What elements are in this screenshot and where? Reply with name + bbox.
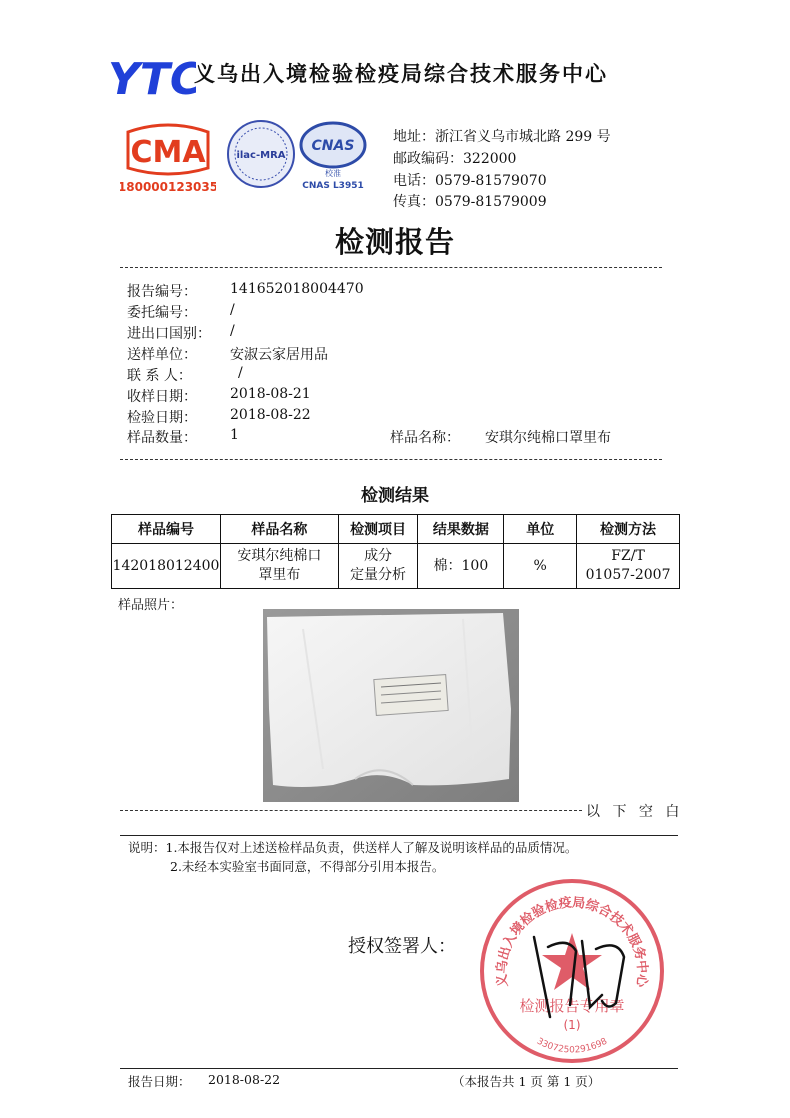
col-header-test-item: 检测项目	[338, 515, 418, 544]
ilac-mra-logo	[226, 117, 296, 191]
ytc-logo	[104, 50, 196, 102]
divider-dashed-top	[120, 267, 662, 268]
note-line-1: 说明：1.本报告仅对上述送检样品负责，供送样人了解及说明该样品的品质情况。	[128, 840, 578, 855]
divider-solid	[120, 835, 678, 836]
cma-logo-text: CMA	[130, 135, 206, 170]
test-date-label: 检验日期：	[127, 410, 197, 426]
org-title: 义乌出入境检验检疫局综合技术服务中心	[194, 62, 608, 86]
contact-fax: 传真：0579-81579009	[393, 194, 547, 210]
col-header-result: 结果数据	[418, 515, 504, 544]
divider-dashed-end	[120, 810, 582, 811]
cell-sample-name	[220, 544, 338, 589]
receive-date-value: 2018-08-21	[230, 386, 311, 402]
test-date-value: 2018-08-22	[230, 407, 311, 423]
cell-method-line2: 01057-2007	[585, 567, 671, 583]
results-table	[111, 514, 680, 589]
photo-label: 样品照片：	[118, 598, 184, 613]
cell-method-line1: FZ/T	[611, 548, 645, 564]
signature-label: 授权签署人：	[348, 936, 456, 957]
cell-sample-name-line2: 罩里布	[258, 567, 301, 583]
cell-result: 棉：100	[418, 544, 504, 589]
cnas-text: CNAS	[311, 138, 355, 154]
stamp-number: (1)	[563, 1018, 581, 1032]
contact-person-value: /	[238, 365, 243, 381]
footer-divider	[120, 1068, 678, 1069]
cell-sample-name-line1: 安琪尔纯棉口	[237, 548, 322, 564]
end-of-content-text: 以 下 空 白	[586, 804, 684, 820]
cell-test-item	[338, 544, 418, 589]
cnas-logo	[298, 117, 368, 191]
submitter-label: 送样单位：	[127, 347, 197, 363]
col-header-sample-no: 样品编号	[112, 515, 221, 544]
cell-method	[577, 544, 680, 589]
contact-person-label: 联 系 人：	[127, 368, 192, 384]
col-header-method: 检测方法	[577, 515, 680, 544]
table-header-row	[112, 515, 680, 544]
sample-name-label: 样品名称：	[390, 430, 460, 446]
report-no-value: 141652018004470	[230, 281, 364, 297]
stamp-code: 3307250291698	[534, 1036, 610, 1056]
ilac-mra-text: ilac-MRA	[236, 150, 286, 161]
cma-number: 180000123035	[120, 180, 216, 194]
svg-text:3307250291698	[535, 1036, 609, 1055]
cell-test-item-line2: 定量分析	[350, 567, 407, 583]
divider-dashed-bottom	[120, 459, 662, 460]
contact-postcode: 邮政编码：322000	[393, 151, 517, 167]
col-header-unit: 单位	[504, 515, 577, 544]
cnas-number: CNAS L3951	[302, 181, 364, 191]
col-header-sample-name: 样品名称	[220, 515, 338, 544]
submitter-value: 安淑云家居用品	[230, 347, 328, 363]
footer-date-label: 报告日期：	[128, 1074, 191, 1089]
stamp-text-bottom: 检测报告专用章	[519, 997, 625, 1015]
contact-tel: 电话：0579-81579070	[393, 173, 547, 189]
footer-date-value: 2018-08-22	[208, 1072, 281, 1087]
ytc-logo-text: YTC	[108, 54, 196, 102]
country-value: /	[230, 323, 235, 339]
receive-date-label: 收样日期：	[127, 389, 197, 405]
sample-name-value: 安琪尔纯棉口罩里布	[485, 430, 611, 446]
entrust-no-value: /	[230, 302, 235, 318]
page-info: （本报告共 1 页 第 1 页）	[452, 1074, 601, 1089]
results-title: 检测结果	[361, 486, 429, 506]
cell-unit: %	[504, 544, 577, 589]
cell-test-item-line1: 成分	[364, 548, 393, 564]
cnas-sub-text: 校准	[325, 169, 341, 178]
note-line-2: 2.未经本实验室书面同意，不得部分引用本报告。	[170, 859, 445, 874]
sample-photo	[263, 609, 519, 802]
official-stamp	[478, 877, 666, 1065]
contact-address: 地址：浙江省义乌市城北路 299 号	[393, 129, 611, 145]
cell-sample-no: 142018012400	[112, 544, 221, 589]
report-no-label: 报告编号：	[127, 284, 197, 300]
stamp-text-top: 义乌出入境检验检疫局综合技术服务中心	[494, 895, 650, 988]
country-label: 进出口国别：	[127, 326, 211, 342]
quantity-label: 样品数量：	[127, 430, 197, 446]
report-title: 检测报告	[334, 225, 455, 259]
quantity-value: 1	[230, 427, 239, 443]
table-row	[112, 544, 680, 589]
entrust-no-label: 委托编号：	[127, 305, 197, 321]
cma-logo	[120, 120, 216, 196]
